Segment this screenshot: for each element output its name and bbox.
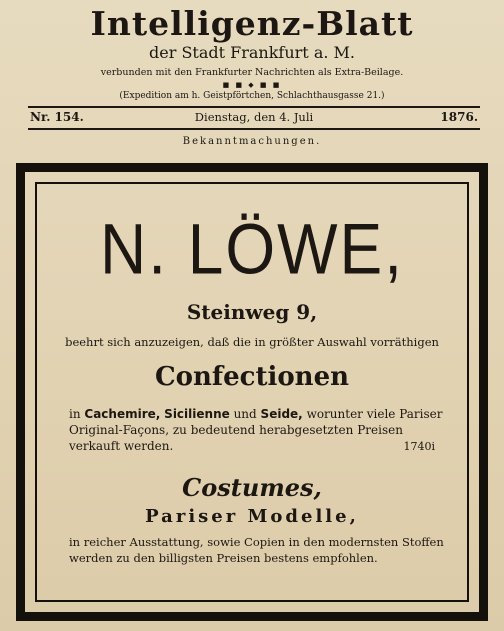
ornament-divider: ■ ■ ◆ ■ ■ [222, 81, 282, 89]
advertisement-content [37, 184, 467, 600]
advertisement-box [16, 163, 488, 621]
expedition-address: (Expedition am h. Geistpförtchen, Schlachthausgasse 21.) [119, 91, 385, 101]
issue-line [30, 110, 478, 126]
newspaper-subtitle: der Stadt Frankfurt a. M. [149, 43, 355, 62]
issue-number: Nr. 154. [30, 110, 84, 124]
ad-reference-number: 1740i [403, 440, 435, 453]
issue-year: 1876. [440, 110, 478, 124]
section-heading: Bekanntmachungen. [182, 136, 322, 147]
text-und: und [233, 407, 257, 421]
heading-pariser-modelle: Pariser Modelle, [145, 506, 359, 527]
issue-date: Dienstag, den 4. Juli [194, 110, 314, 124]
announcement-line: beehrt sich anzuzeigen, daß die in größter Auswahl vorräthigen [65, 335, 439, 349]
firm-address: Steinweg 9, [186, 300, 318, 324]
fabric-sicilienne: Sicilienne [164, 407, 230, 421]
heading-costumes: Costumes, [182, 473, 322, 502]
firm-name: N. LÖWE, [99, 208, 405, 290]
closing-paragraph: in reicher Ausstattung, sowie Copien in den modernsten Stoffen werden zu den billigsten Preisen bestens empfohlen. [69, 535, 444, 565]
newspaper-title: Intelligenz-Blatt [90, 4, 414, 43]
fabric-paragraph [69, 406, 449, 454]
rule-bottom [28, 128, 480, 130]
newspaper-tagline: verbunden mit den Frankfurter Nachrichten als Extra-Beilage. [100, 67, 404, 78]
fabric-seide: Seide, [260, 407, 303, 421]
fabric-cachemire: Cachemire, [84, 407, 161, 421]
text-in: in [69, 407, 81, 421]
paragraph-continuation: worunter viele Pariser Original-Façons, zu bedeutend herabgesetzten Preisen verkauft werden. [69, 407, 443, 453]
rule-top [28, 106, 480, 108]
heading-confectionen: Confectionen [154, 362, 350, 392]
advertisement-inner-frame [35, 182, 469, 602]
